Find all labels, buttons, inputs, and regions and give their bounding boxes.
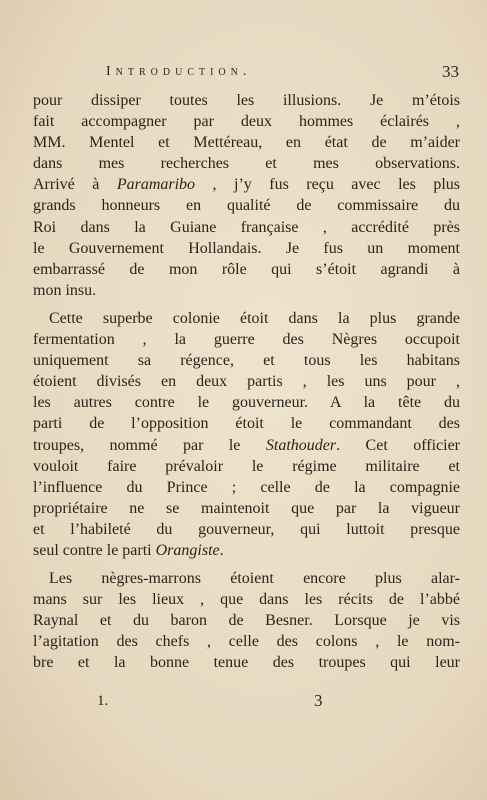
text-line: l’agitation des chefs , celle des colons , le nom- bbox=[33, 633, 460, 651]
text-line: Raynal et du baron de Besner. Lorsque je vis bbox=[33, 612, 460, 630]
text-line: parti de l’opposition étoit le commandant des bbox=[33, 415, 460, 433]
running-title: Introduction. bbox=[106, 64, 252, 79]
text-line: Arrivé à Paramaribo , j’y fus reçu avec les plus bbox=[33, 176, 461, 194]
text-line: Roi dans la Guiane française , accrédité près bbox=[33, 218, 460, 236]
text-line: Les nègres-marrons étoient encore plus alar- bbox=[49, 570, 460, 588]
text-line: MM. Mentel et Mettéreau, en état de m’aider bbox=[33, 134, 460, 152]
text-line: seul contre le parti Orangiste. bbox=[33, 541, 224, 559]
italic-term: Orangiste bbox=[155, 541, 220, 559]
text-line: vouloit faire prévaloir le régime militaire et bbox=[33, 457, 460, 475]
text-line: bre et la bonne tenue des troupes qui leur bbox=[33, 654, 460, 672]
text-line: l’influence du Prince ; celle de la compagnie bbox=[33, 478, 460, 496]
italic-term: Stathouder bbox=[265, 436, 337, 454]
text-line: dans mes recherches et mes observations. bbox=[33, 155, 460, 173]
page-footer bbox=[33, 693, 460, 713]
text-line: pour dissiper toutes les illusions. Je m’étois bbox=[33, 92, 460, 109]
italic-term: Paramaribo bbox=[116, 176, 196, 194]
text-line: mon insu. bbox=[33, 281, 97, 299]
text-line: propriétaire ne se maintenoit que par la vigueur bbox=[33, 499, 460, 517]
page-number: 33 bbox=[442, 62, 459, 81]
paragraph-2 bbox=[33, 308, 460, 561]
text-line: et l’habileté du gouverneur, qui luttoit presque bbox=[33, 520, 460, 538]
text-line: Cette superbe colonie étoit dans la plus grande bbox=[49, 309, 460, 327]
gathering-number: 3 bbox=[314, 691, 323, 710]
page-header bbox=[34, 62, 459, 84]
text-line: fermentation , la guerre des Nègres occupoit bbox=[33, 331, 460, 349]
text-line: mans sur les lieux , que dans les récits de l’abbé bbox=[33, 591, 460, 609]
body-text bbox=[33, 90, 460, 681]
text-line: uniquement sa régence, et tous les habitans bbox=[33, 352, 460, 370]
text-line: grands honneurs en qualité de commissaire du bbox=[33, 197, 460, 215]
text-line: embarrassé de mon rôle qui s’étoit agrandi à bbox=[33, 260, 460, 278]
text-line: étoient divisés en deux partis , les uns pour , bbox=[33, 373, 460, 391]
paragraph-3 bbox=[33, 568, 460, 673]
text-line: le Gouvernement Hollandais. Je fus un moment bbox=[33, 239, 460, 257]
signature-mark: 1. bbox=[97, 693, 109, 709]
text-line: troupes, nommé par le Stathouder. Cet officier bbox=[33, 436, 460, 454]
text-line: les autres contre le gouverneur. A la tête du bbox=[33, 394, 460, 412]
paragraph-1 bbox=[33, 90, 460, 301]
text-line: fait accompagner par deux hommes éclairés , bbox=[33, 113, 460, 131]
